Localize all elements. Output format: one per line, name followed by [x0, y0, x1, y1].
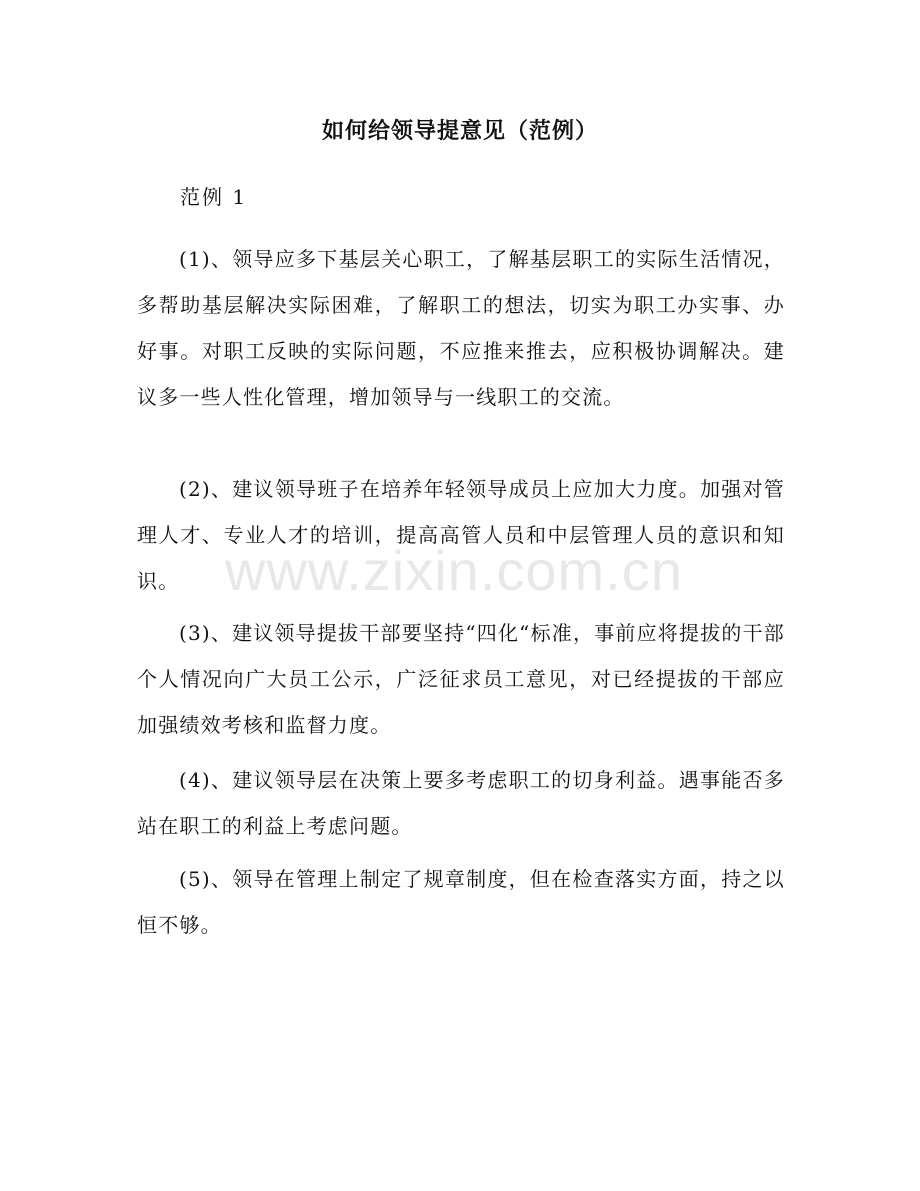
paragraph-2: (2)、建议领导班子在培养年轻领导成员上应加大力度。加强对管理人才、专业人才的培训，提高高管人员和中层管理人员的意识和知识。: [137, 477, 785, 593]
paragraph-5: (5)、领导在管理上制定了规章制度，但在检查落实方面，持之以恒不够。: [137, 867, 785, 937]
paragraph-1: (1)、领导应多下基层关心职工，了解基层职工的实际生活情况，多帮助基层解决实际困难，了解职工的想法，切实为职工办实事、办好事。对职工反映的实际问题，不应推来推去，应积极协调解决。建议多一些人性化管理，增加领导与一线职工的交流。: [137, 247, 785, 409]
section-label: 范例 1: [180, 185, 248, 209]
watermark: www.zixin.com.cn: [225, 539, 683, 602]
paragraph-3: (3)、建议领导提拔干部要坚持“四化“标准，事前应将提拔的干部个人情况向广大员工公示，广泛征求员工意见，对已经提拔的干部应加强绩效考核和监督力度。: [137, 621, 785, 737]
document-title: 如何给领导提意见（范例）: [321, 119, 598, 144]
paragraph-4: (4)、建议领导层在决策上要多考虑职工的切身利益。遇事能否多站在职工的利益上考虑问题。: [137, 768, 785, 838]
